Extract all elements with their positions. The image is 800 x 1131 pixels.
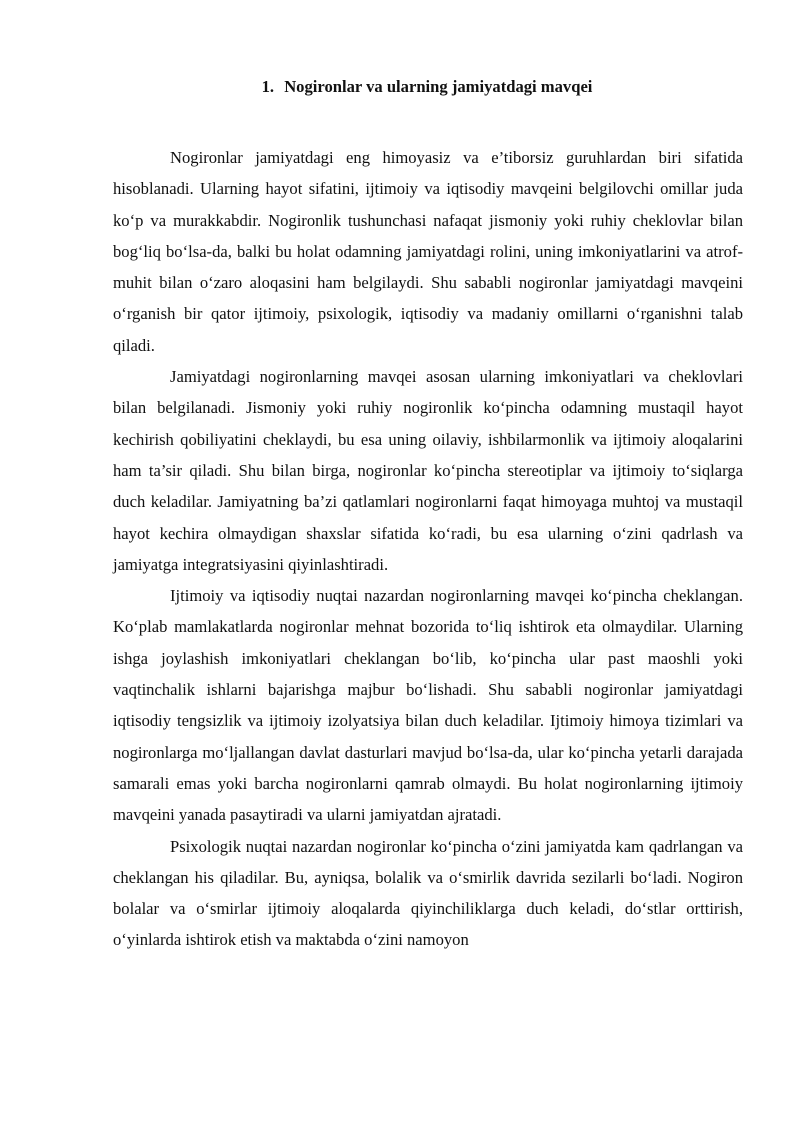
section-number: 1. <box>261 77 275 96</box>
section-heading <box>113 73 741 101</box>
section-title: Nogironlar va ularning jamiyatdagi mavqei <box>284 77 593 96</box>
paragraph: Jamiyatdagi nogironlarning mavqei asosan ularning imkoniyatlari va cheklovlari bilan belgilanadi. Jismoniy yoki ruhiy nogironlik ko‘pincha odamning mustaqil hayot kechirish qobiliyatini cheklaydi, bu esa uning oilaviy, ishbilarmonlik va ijtimoiy aloqalarini ham ta’sir qiladi. Shu bilan birga, nogironlar ko‘pincha stereotiplar va ijtimoiy to‘siqlarga duch keladilar. Jamiyatning ba’zi qatlamlari nogironlarni faqat himoyaga muhtoj va mustaqil hayot kechira olmaydigan shaxslar sifatida ko‘radi, bu esa ularning o‘zini qadrlash va jamiyatga integratsiyasini qiyinlashtiradi. <box>113 367 743 574</box>
paragraph: Ijtimoiy va iqtisodiy nuqtai nazardan nogironlarning mavqei ko‘pincha cheklangan. Ko‘plab mamlakatlarda nogironlar mehnat bozorida to‘liq ishtirok eta olmaydilar. Ularning ishga joylashish imkoniyatlari cheklangan bo‘lib, ko‘pincha ular past maoshli yoki vaqtinchalik ishlarni bajarishga majbur bo‘lishadi. Shu sababli nogironlar jamiyatdagi iqtisodiy tengsizlik va ijtimoiy izolyatsiya bilan duch keladilar. Ijtimoiy himoya tizimlari va nogironlarga mo‘ljallangan davlat dasturlari mavjud bo‘lsa-da, ular ko‘pincha yetarli darajada samarali emas yoki barcha nogironlarni qamrab olmaydi. Bu holat nogironlarning ijtimoiy mavqeini yanada pasaytiradi va ularni jamiyatdan ajratadi. <box>113 586 743 825</box>
paragraph: Psixologik nuqtai nazardan nogironlar ko‘pincha o‘zini jamiyatda kam qadrlangan va cheklangan his qiladilar. Bu, ayniqsa, bolalik va o‘smirlik davrida sezilarli bo‘ladi. Nogiron bolalar va o‘smirlar ijtimoiy aloqalarda qiyinchiliklarga duch keladi, do‘stlar orttirish, o‘yinlarda ishtirok etish va maktabda o‘zini namoyon <box>113 836 743 950</box>
paragraph: Nogironlar jamiyatdagi eng himoyasiz va e’tiborsiz guruhlardan biri sifatida hisoblanadi. Ularning hayot sifatini, ijtimoiy va iqtisodiy mavqeini belgilovchi omillar juda ko‘p va murakkabdir. Nogironlik tushunchasi nafaqat jismoniy yoki ruhiy cheklovlar bilan bog‘liq bo‘lsa-da, balki bu holat odamning jamiyatdagi rolini, uning imkoniyatlarini va atrof-muhit bilan o‘zaro aloqasini ham belgilaydi. Shu sababli nogironlar jamiyatdagi mavqeini o‘rganish bir qator ijtimoiy, psixologik, iqtisodiy va madaniy omillarni o‘rganishni talab qiladi. <box>113 148 743 355</box>
body-text <box>113 142 743 956</box>
